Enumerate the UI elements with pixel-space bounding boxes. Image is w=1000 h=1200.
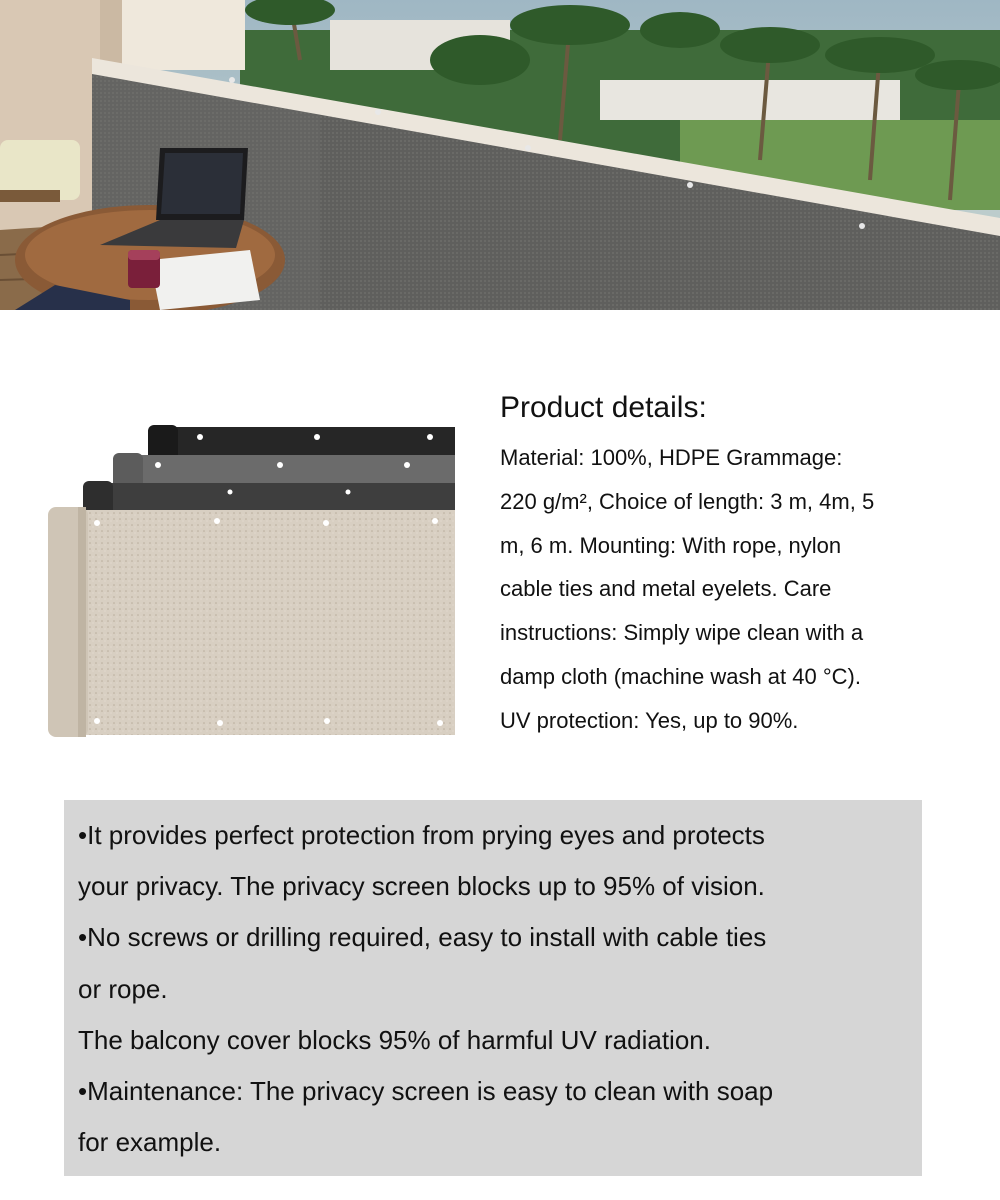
feature-line: your privacy. The privacy screen blocks up to 95% of vision.: [78, 871, 765, 902]
feature-line: •No screws or drilling required, easy to install with cable ties: [78, 922, 767, 953]
feature-line: for example.: [78, 1127, 222, 1158]
feature-line: or rope.: [78, 973, 168, 1004]
feature-line: •It provides perfect protection from prying eyes and protects: [78, 820, 765, 850]
details-line: cable ties and metal eyelets. Care: [500, 576, 832, 602]
product-details-title: Product details:: [500, 391, 707, 424]
details-line: m, 6 m. Mounting: With rope, nylon: [500, 532, 842, 558]
details-line: Material: 100%, HDPE Grammage:: [500, 445, 843, 470]
features-box: [64, 800, 922, 1176]
product-rolls-image: [40, 415, 455, 745]
balcony-photo: [0, 0, 1000, 310]
details-line: 220 g/m², Choice of length: 3 m, 4m, 5: [500, 488, 875, 514]
feature-line: The balcony cover blocks 95% of harmful UV radiation.: [78, 1024, 711, 1055]
product-details-text: [500, 436, 970, 743]
details-line: UV protection: Yes, up to 90%.: [500, 707, 799, 733]
product-details: [500, 388, 970, 743]
details-line: damp cloth (machine wash at 40 °C).: [500, 663, 861, 689]
feature-line: •Maintenance: The privacy screen is easy to clean with soap: [78, 1076, 774, 1107]
details-line: instructions: Simply wipe clean with a: [500, 620, 864, 646]
